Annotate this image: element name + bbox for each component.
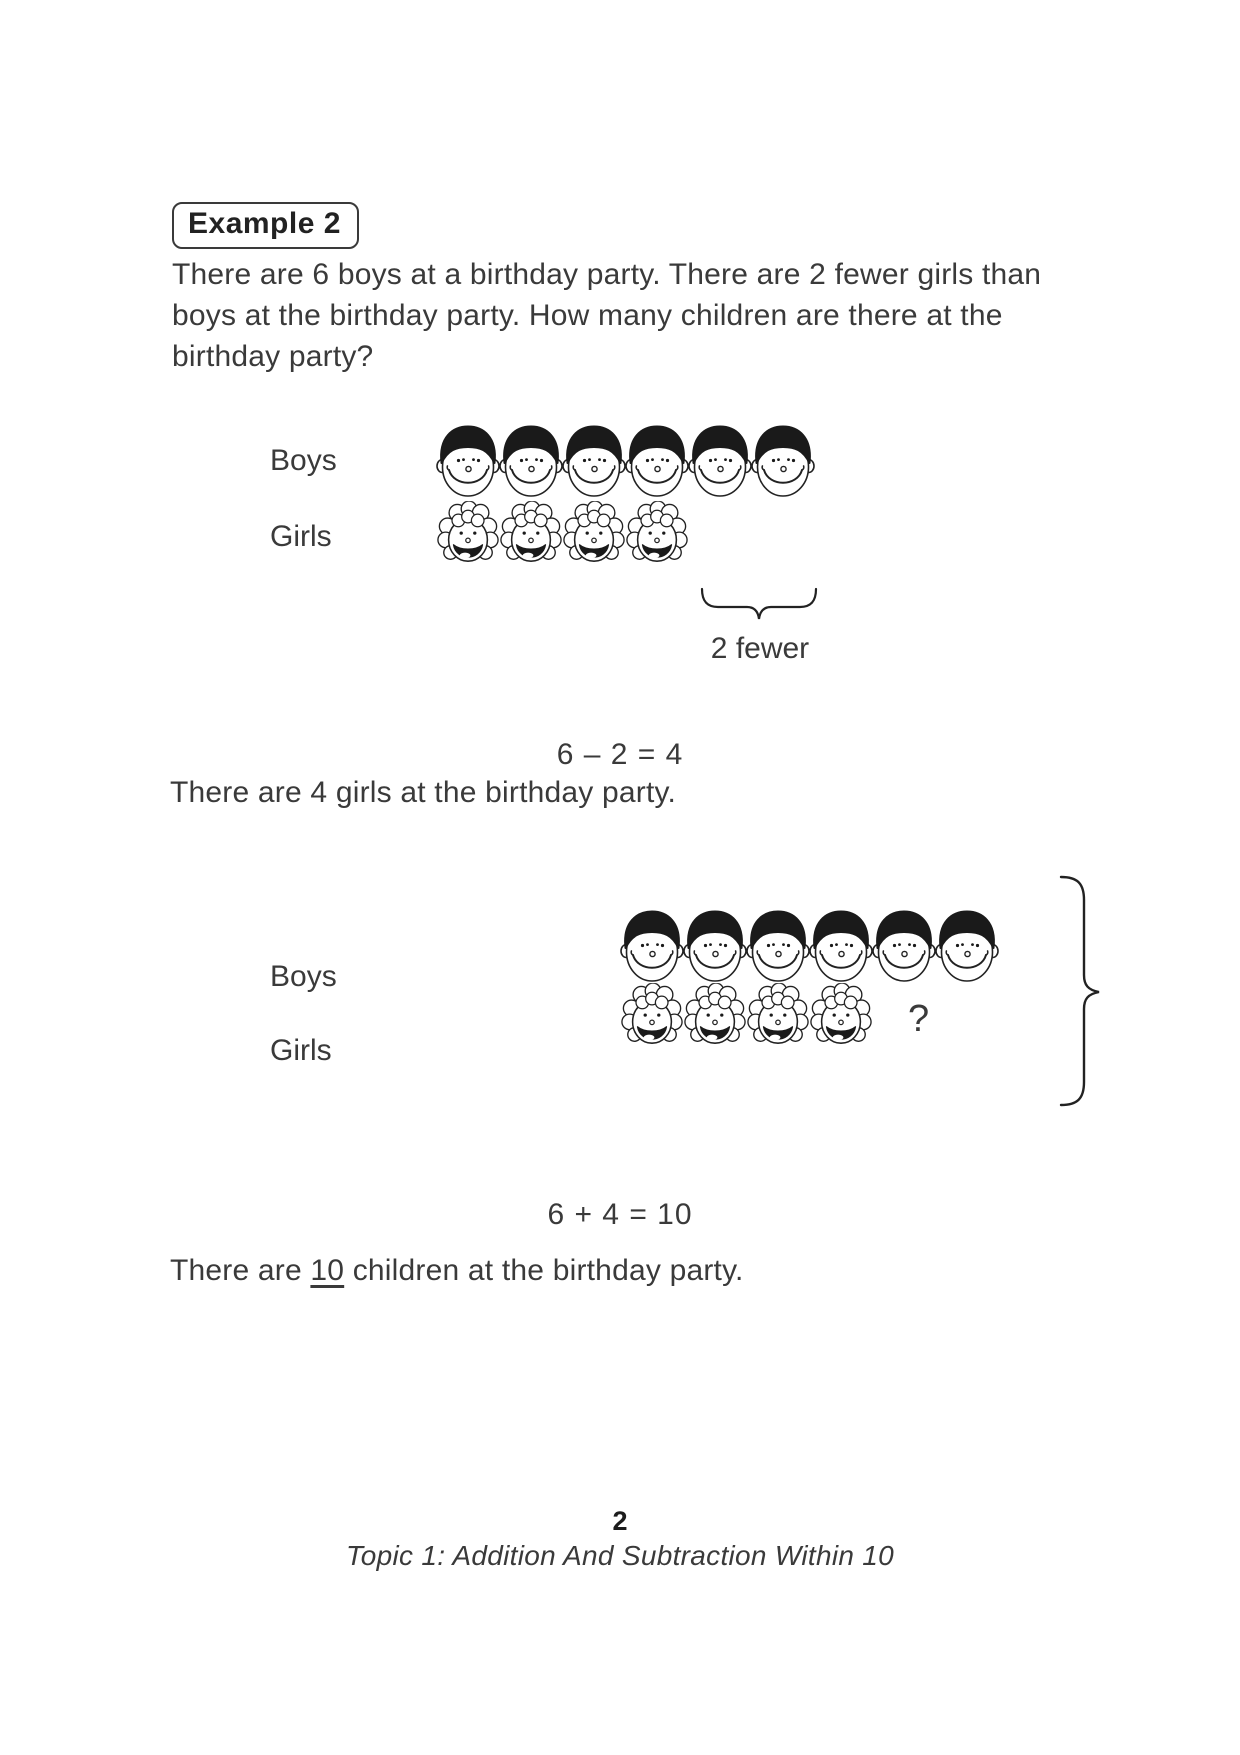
- girl-face-icon: [683, 983, 747, 1053]
- answer-suffix: children at the birthday party.: [344, 1254, 744, 1287]
- example-heading-label: Example 2: [188, 207, 341, 240]
- subtraction-equation: 6 – 2 = 4: [556, 738, 684, 771]
- footer-topic: Topic 1: Addition And Subtraction Within 10: [345, 1540, 895, 1571]
- diagram1-girls-row: [436, 501, 688, 571]
- example-heading-box: [172, 202, 359, 249]
- children-answer-sentence: [170, 1254, 744, 1288]
- girl-face-icon: [562, 501, 626, 571]
- girl-face-icon: [436, 501, 500, 571]
- answer-prefix: There are: [170, 1254, 311, 1287]
- boy-face-icon: [683, 906, 747, 984]
- diagram2-boys-row: [620, 906, 998, 984]
- girl-face-icon: [499, 501, 563, 571]
- diagram1-boys-label: Boys: [270, 444, 337, 477]
- boy-face-icon: [809, 906, 873, 984]
- boy-face-icon: [499, 421, 563, 499]
- addition-equation: 6 + 4 = 10: [547, 1198, 693, 1231]
- boy-face-icon: [562, 421, 626, 499]
- girls-answer-sentence: There are 4 girls at the birthday party.: [170, 776, 677, 809]
- problem-text: There are 6 boys at a birthday party. There are 2 fewer girls than boys at the birthday party. How many children are there at the birthday party?: [172, 258, 1042, 373]
- boy-face-icon: [620, 906, 684, 984]
- girl-face-icon: [625, 501, 689, 571]
- fewer-brace-label: 2 fewer: [710, 632, 810, 665]
- diagram2-boys-label: Boys: [270, 960, 337, 993]
- boy-face-icon: [746, 906, 810, 984]
- boy-face-icon: [751, 421, 815, 499]
- girl-face-icon: [620, 983, 684, 1053]
- diagram1-girls-label: Girls: [270, 520, 332, 553]
- boy-face-icon: [625, 421, 689, 499]
- boy-face-icon: [436, 421, 500, 499]
- total-brace-icon: [1058, 874, 1104, 1108]
- page-number: 2: [612, 1506, 628, 1536]
- unknown-question-mark: ?: [908, 998, 930, 1040]
- boy-face-icon: [935, 906, 999, 984]
- fewer-brace-icon: [700, 586, 818, 626]
- diagram2-girls-label: Girls: [270, 1034, 332, 1067]
- diagram1-boys-row: [436, 421, 814, 499]
- diagram2-girls-row: [620, 983, 872, 1053]
- girl-face-icon: [809, 983, 873, 1053]
- girl-face-icon: [746, 983, 810, 1053]
- answer-value: 10: [310, 1254, 345, 1287]
- boy-face-icon: [872, 906, 936, 984]
- boy-face-icon: [688, 421, 752, 499]
